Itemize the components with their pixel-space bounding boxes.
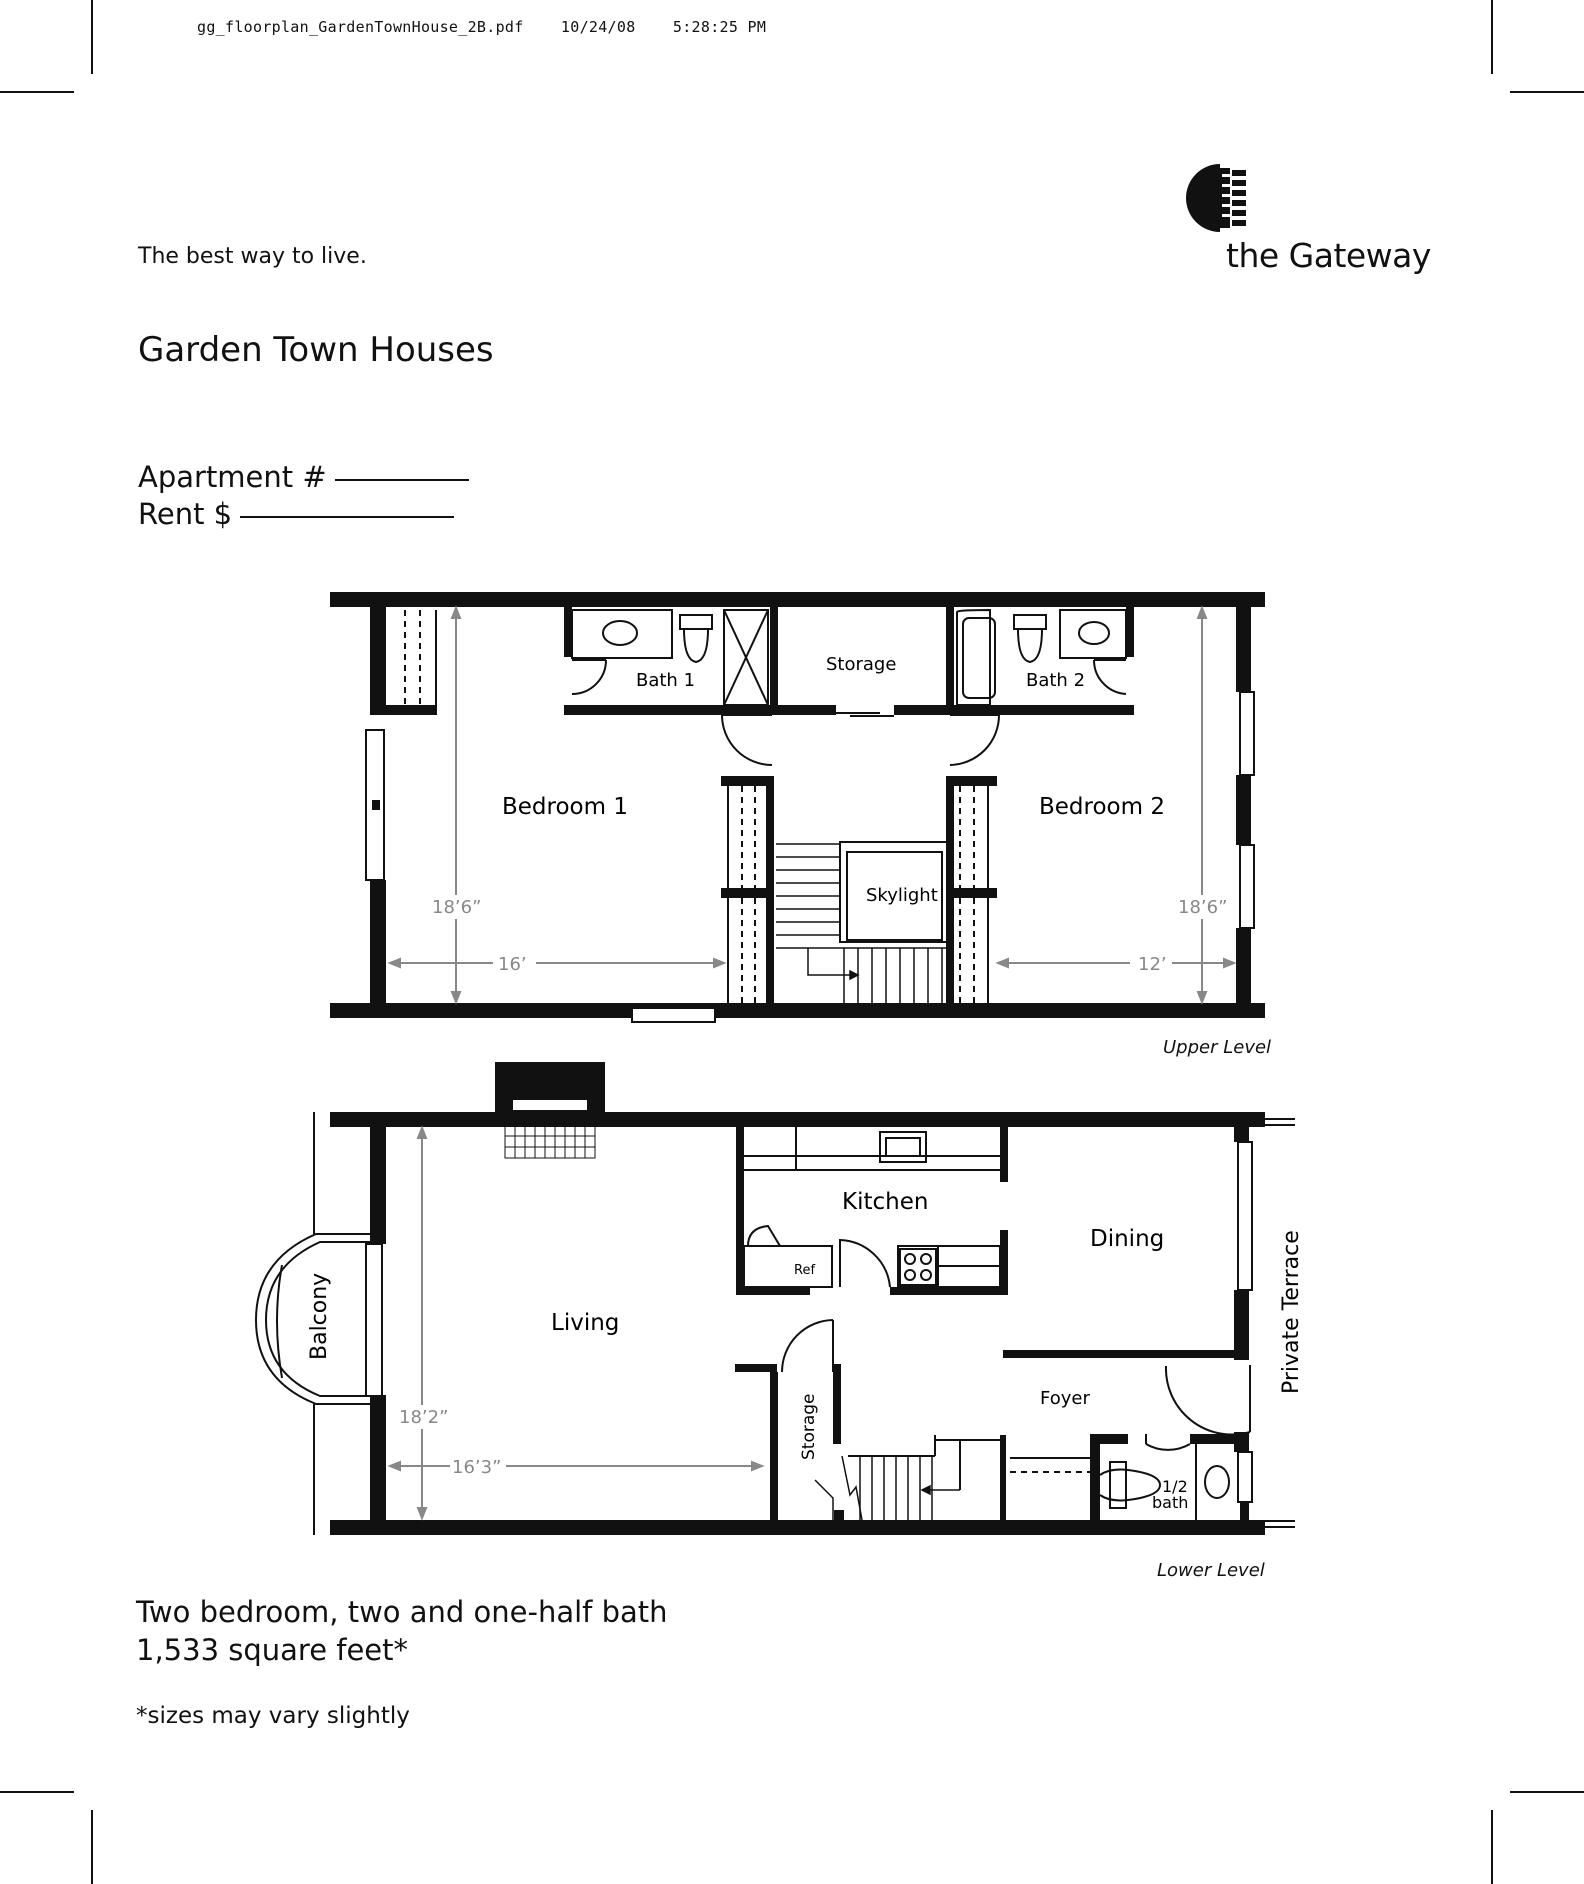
dining-label: Dining [1090, 1226, 1165, 1252]
gateway-logo-icon [1184, 162, 1250, 234]
rent-field [138, 497, 454, 531]
summary-line-2: 1,533 square feet* [136, 1633, 409, 1667]
upper-level-plan [320, 585, 1280, 1025]
apartment-label: Apartment # [138, 460, 327, 494]
crop-mark-bottom-right-v [1491, 1810, 1493, 1884]
crop-mark-bottom-left-v [91, 1810, 93, 1884]
print-time: 5:28:25 PM [672, 18, 767, 36]
footnote: *sizes may vary slightly [136, 1703, 410, 1729]
apartment-field [138, 460, 469, 494]
bed2-width-dim: 12’ [1138, 954, 1167, 975]
crop-mark-top-left-v [91, 0, 93, 74]
lower-level-label: Lower Level [1157, 1560, 1265, 1581]
kitchen-label: Kitchen [842, 1189, 929, 1215]
half-bath-label-2: bath [1152, 1493, 1189, 1512]
upper-level-label: Upper Level [1163, 1037, 1272, 1058]
bedroom2-label: Bedroom 2 [1039, 794, 1165, 820]
crop-mark-top-right-h [1510, 91, 1584, 93]
foyer-label: Foyer [1040, 1388, 1090, 1409]
living-label: Living [551, 1310, 620, 1336]
private-terrace-label: Private Terrace [1279, 1230, 1304, 1394]
crop-mark-top-right-v [1491, 0, 1493, 74]
bed1-width-dim: 16’ [498, 954, 527, 975]
lower-level-plan [250, 1055, 1304, 1540]
bed2-depth-dim: 18’6” [1178, 897, 1228, 918]
skylight-label: Skylight [866, 885, 938, 906]
living-width-dim: 16’3” [452, 1457, 502, 1478]
living-depth-dim: 18’2” [399, 1407, 449, 1428]
lower-storage-label: Storage [799, 1393, 819, 1460]
crop-mark-bottom-left-h [0, 1791, 74, 1793]
balcony-label: Balcony [307, 1272, 332, 1360]
bed1-depth-dim: 18’6” [432, 897, 482, 918]
print-date: 10/24/08 [560, 18, 636, 36]
bedroom1-label: Bedroom 1 [502, 794, 628, 820]
bath1-label: Bath 1 [636, 670, 696, 691]
print-filename: gg_floorplan_GardenTownHouse_2B.pdf [197, 18, 524, 36]
brand-name: the Gateway [1226, 236, 1431, 275]
ref-label: Ref [794, 1263, 816, 1278]
upper-storage-label: Storage [826, 654, 897, 675]
tagline: The best way to live. [138, 244, 367, 269]
print-header [197, 18, 766, 36]
summary-line-1: Two bedroom, two and one-half bath [136, 1595, 668, 1629]
bath2-label: Bath 2 [1026, 670, 1086, 691]
half-bath-label-1: 1/2 [1162, 1477, 1188, 1496]
crop-mark-top-left-h [0, 91, 74, 93]
rent-label: Rent $ [138, 497, 233, 531]
crop-mark-bottom-right-h [1510, 1791, 1584, 1793]
page-title: Garden Town Houses [138, 330, 494, 370]
